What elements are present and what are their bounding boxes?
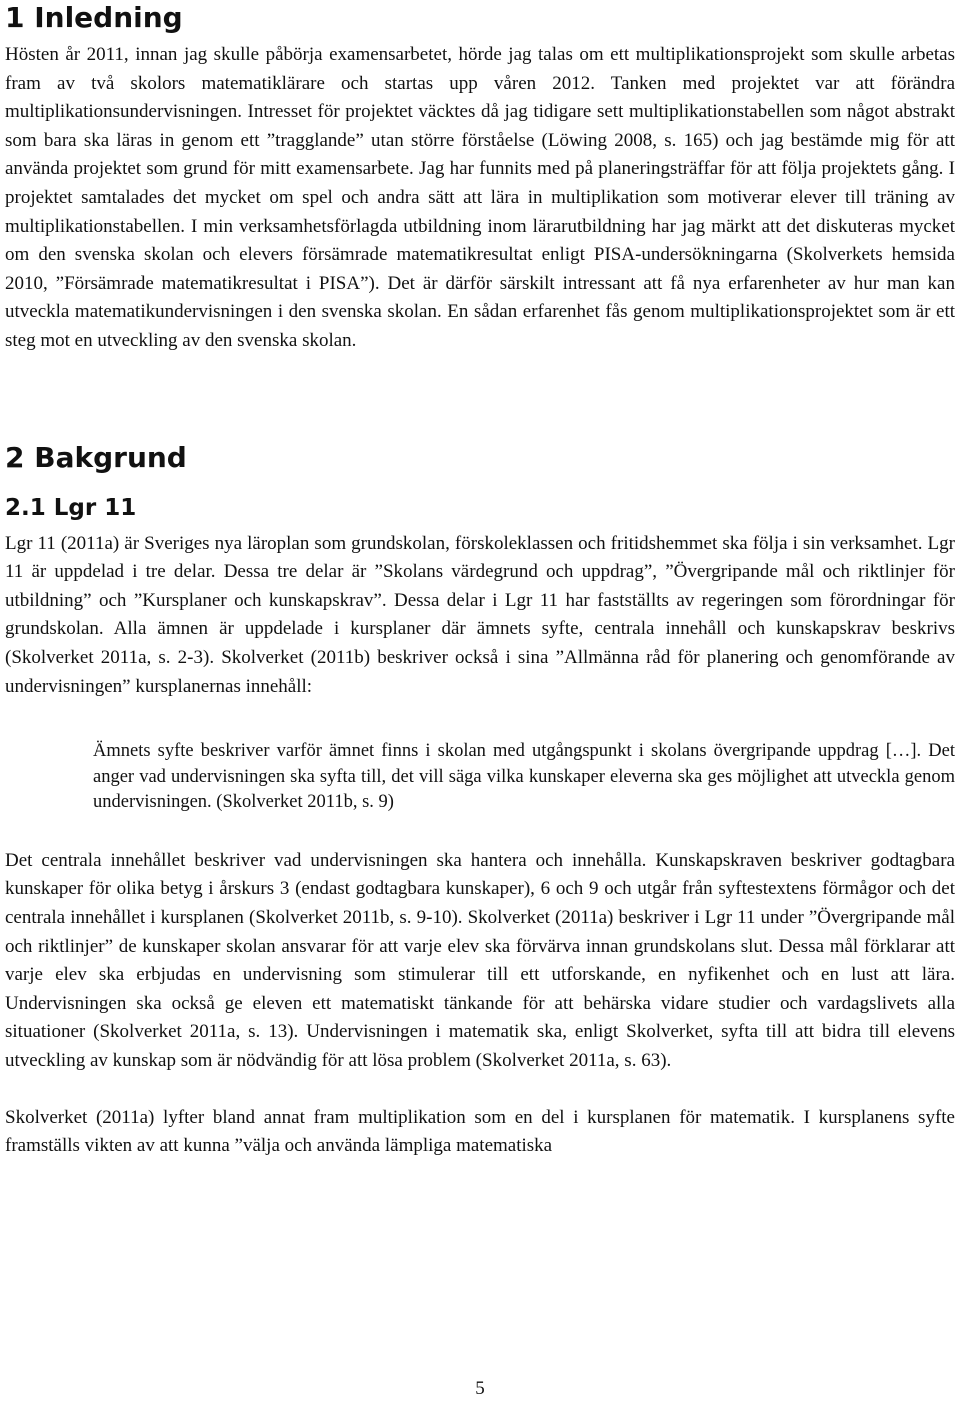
- paragraph-multiplikation: Skolverket (2011a) lyfter bland annat fram multiplikation som en del i kursplanen för matematik. I kursplanens syfte framställs vikten av att kunna ”välja och använda lämpliga matematiska: [5, 1106, 955, 1157]
- document-page: [5, 0, 955, 1161]
- block-quote: Ämnets syfte beskriver varför ämnet finns i skolan med utgångspunkt i skolans övergripande uppdrag […]. Det anger vad undervisningen ska syfta till, det vill säga vilka kunskaper eleverna ska ges möjlighet att utveckla genom undervisningen. (Skolverket 2011b, s. 9): [93, 741, 955, 813]
- page-number: 5: [475, 1378, 485, 1399]
- paragraph-lgr11-intro: Lgr 11 (2011a) är Sveriges nya läroplan som grundskolan, förskoleklassen och fritidshemmet ska följa i sin verksamhet. Lgr 11 är uppdelad i tre delar. Dessa tre delar är ”Skolans värdegrund och uppdrag”, ”Övergripande mål och riktlinjer för utbildning” och ”Kursplaner och kunskapskrav”. Dessa delar i Lgr 11 har fastställts av regeringen som förordningar för grundskolan. Alla ämnen är uppdelade i kursplaner där ämnets syfte, centrala innehåll och kunskapskrav beskrivs (Skolverket 2011a, s. 2-3). Skolverket (2011b) beskriver också i sina ”Allmänna råd för planering och genomförande av undervisningen” kursplanernas innehåll:: [5, 532, 955, 697]
- subsection-heading-lgr11: 2.1 Lgr 11: [5, 494, 137, 521]
- section-heading-inledning: 1 Inledning: [5, 1, 183, 34]
- section-heading-bakgrund: 2 Bakgrund: [5, 440, 187, 474]
- paragraph-inledning: Hösten år 2011, innan jag skulle påbörja examensarbetet, hörde jag talas om ett multiplikationsprojekt som skulle arbetas fram av två skolors matematiklärare och startas upp våren 2012. Tanken med projektet var att förändra multiplikationsundervisningen. Intresset för projektet väcktes då jag tidigare sett multiplikationstabellen som något abstrakt som bara ska läras in genom ett ”tragglande” utan större förståelse (Löwing 2008, s. 165) och jag bestämde mig för att använda projektet som grund för mitt examensarbete. Jag har funnits med på planeringsträffar för att följa projektets gång. I projektet samtalades det mycket om spel och andra sätt att lära in multiplikation som motiverar elever till träning av multiplikationstabellen. I min verksamhetsförlagda utbildning inom lärarutbildning har jag märkt att det diskuteras mycket om den svenska skolan och elevers försämrade matematikresultat enligt PISA-undersökningarna (Skolverkets hemsida 2010, ”Försämrade matematikresultat i PISA”). Det är därför särskilt intressant att få nya erfarenheter av hur man kan utveckla matematikundervisningen i den svenska skolan. En sådan erfarenhet fås genom multiplikationsprojektet som är ett steg mot en utveckling av den svenska skolan.: [5, 44, 955, 351]
- paragraph-centrala-innehallet: Det centrala innehållet beskriver vad undervisningen ska hantera och innehålla. Kunskapskraven beskriver godtagbara kunskaper för olika betyg i årskurs 3 (endast godtagbara kunskaper), 6 och 9 och utgår från syftestextens förmågor och det centrala innehållet i kursplanen (Skolverket 2011b, s. 9-10). Skolverket (2011a) beskriver i Lgr 11 under ”Övergripande mål och riktlinjer” de kunskaper skolan ansvarar för att varje elev ska förvärva innan grundskolans slut. Dessa mål förklarar att varje elev ska erbjudas en undervisning som stimulerar till ett utforskande, en nyfikenhet och en lust att lära. Undervisningen ska också ge eleven ett matematiskt tänkande för att behärska vidare studier och vardagslivets alla situationer (Skolverket 2011a, s. 13). Undervisningen i matematik ska, enligt Skolverket, syfta till att bidra till elevens utveckling av kunskap som är nödvändig för att lösa problem (Skolverket 2011a, s. 63).: [5, 849, 955, 1072]
